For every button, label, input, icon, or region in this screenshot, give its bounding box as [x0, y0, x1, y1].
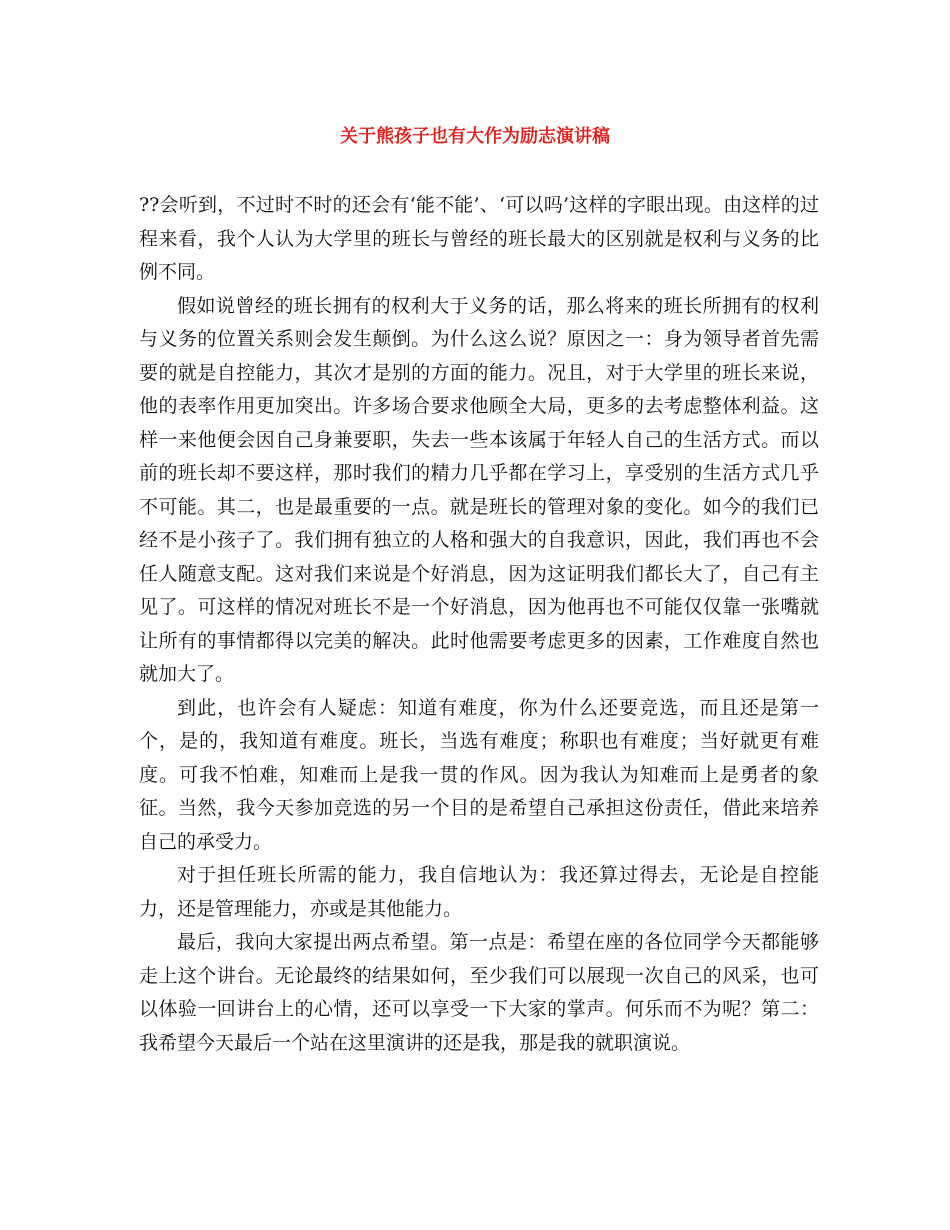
paragraph: 假如说曾经的班长拥有的权利大于义务的话，那么将来的班长所拥有的权利与义务的位置关系则会发生颠倒。为什么这么说？原因之一：身为领导者首先需要的就是自控能力，其次才是别的方面的能力。况且，对于大学里的班长来说，他的表率作用更加突出。许多场合要求他顾全大局，更多的去考虑整体利益。这样一来他便会因自己身兼要职，失去一些本该属于年轻人自己的生活方式。而以前的班长却不要这样，那时我们的精力几乎都在学习上，享受别的生活方式几乎不可能。其二，也是最重要的一点。就是班长的管理对象的变化。如今的我们已经不是小孩子了。我们拥有独立的人格和强大的自我意识，因此，我们再也不会任人随意支配。这对我们来说是个好消息，因为这证明我们都长大了，自己有主见了。可这样的情况对班长不是一个好消息，因为他再也不可能仅仅靠一张嘴就让所有的事情都得以完美的解决。此时他需要考虑更多的因素，工作难度自然也就加大了。: [139, 294, 819, 685]
paragraph: 对于担任班长所需的能力，我自信地认为：我还算过得去，无论是自控能力，还是管理能力，亦或是其他能力。: [139, 864, 819, 920]
paragraph: 最后，我向大家提出两点希望。第一点是：希望在座的各位同学今天都能够走上这个讲台。无论最终的结果如何，至少我们可以展现一次自己的风采，也可以体验一回讲台上的心情，还可以享受一下大家的掌声。何乐而不为呢？第二：我希望今天最后一个站在这里演讲的还是我，那是我的就职演说。: [139, 931, 819, 1054]
paragraph: 到此，也许会有人疑虑：知道有难度，你为什么还要竞选，而且还是第一个，是的，我知道有难度。班长，当选有难度；称职也有难度；当好就更有难度。可我不怕难，知难而上是我一贯的作风。因为我认为知难而上是勇者的象征。当然，我今天参加竞选的另一个目的是希望自己承担这份责任，借此来培养自己的承受力。: [139, 696, 819, 853]
document-title: 关于熊孩子也有大作为励志演讲稿: [340, 126, 610, 147]
document-body: [139, 189, 819, 1060]
paragraph-continuation: ??会听到，不过时不时的还会有‘能不能’、‘可以吗’这样的字眼出现。由这样的过程来看，我个人认为大学里的班长与曾经的班长最大的区别就是权利与义务的比例不同。: [139, 194, 819, 283]
